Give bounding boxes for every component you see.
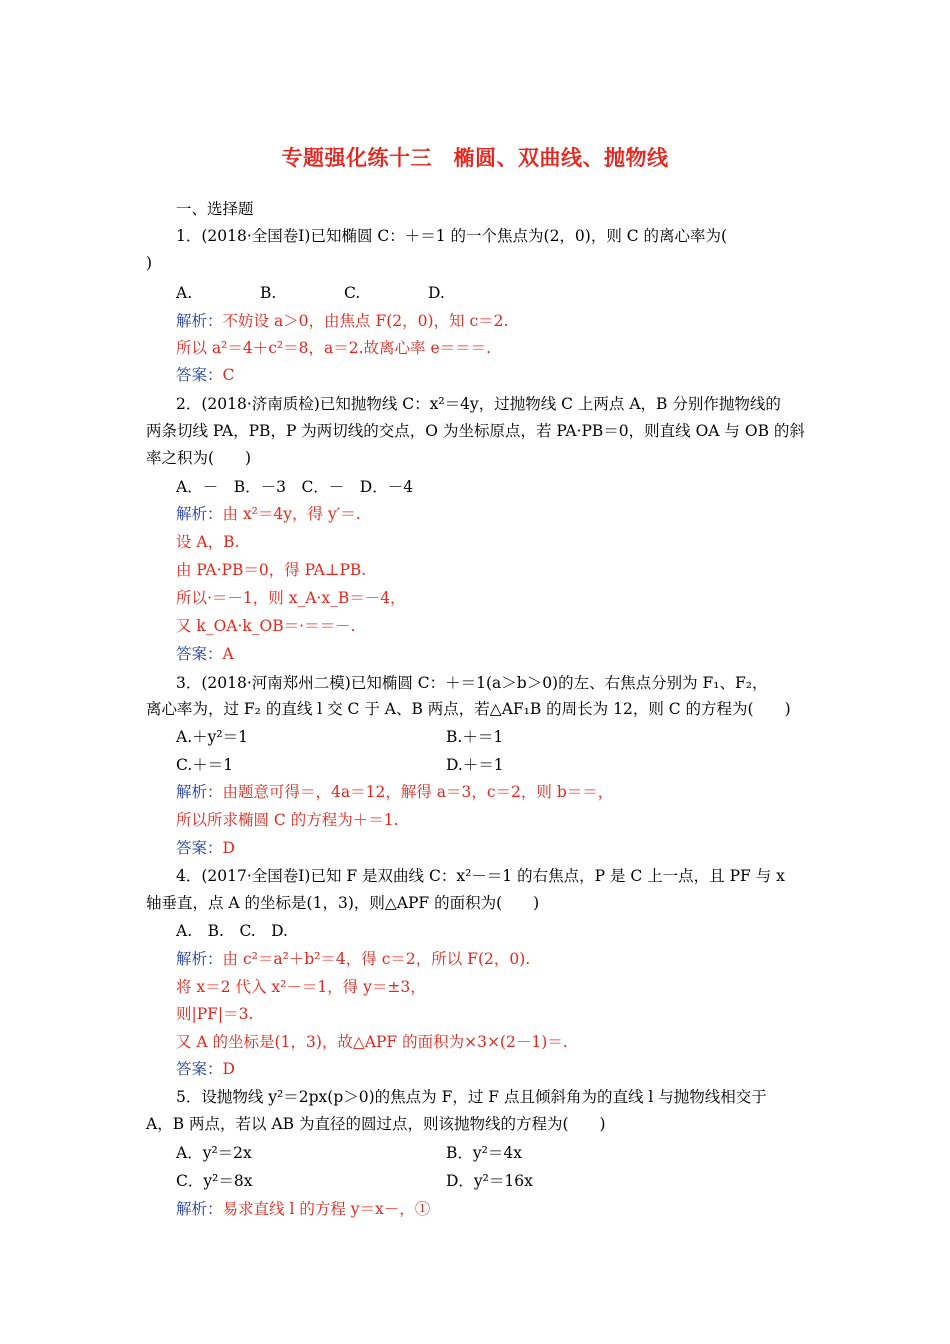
q4-options: A. B. C. D. (176, 922, 288, 940)
q3-solution-text1: 由题意可得＝，4a＝12，解得 a＝3，c＝2，则 b＝＝， (222, 783, 614, 801)
q2-solution-line5: 又 k_OA·k_OB＝·＝＝－. (176, 617, 356, 635)
q5-options-row2 (176, 1171, 846, 1191)
q2-stem-line2: 两条切线 PA，PB，P 为两切线的交点，O 为坐标原点，若 PA·PB＝0，则直线 OA 与 OB 的斜 (146, 422, 805, 440)
q1-answer (176, 365, 846, 385)
q1-solution-line2: 所以 a²＝4＋c²＝8，a＝2.故离心率 e＝＝＝. (176, 339, 492, 357)
q3-solution-line2: 所以所求椭圆 C 的方程为＋＝1. (176, 811, 399, 829)
q1-option-c: C. (344, 284, 361, 302)
q3-option-d: D.＋＝1 (446, 756, 504, 774)
q5-option-a: A．y²＝2x (176, 1144, 252, 1162)
q4-solution-text1: 由 c²＝a²＋b²＝4，得 c＝2，所以 F(2，0). (222, 950, 531, 968)
q3-option-c: C.＋＝1 (176, 756, 234, 774)
q1-solution-text1: 不妨设 a＞0，由焦点 F(2，0)，知 c＝2. (222, 312, 509, 330)
q2-answer-value: A (222, 645, 234, 663)
q2-answer (176, 644, 846, 664)
q5-solution-text1: 易求直线 l 的方程 y＝x－，① (222, 1200, 431, 1218)
q2-stem-line1: 2．(2018·济南质检)已知抛物线 C：x²＝4y，过抛物线 C 上两点 A，B 分别作抛物线的 (176, 395, 781, 413)
q4-solution-line1 (176, 949, 846, 969)
q4-stem-line1: 4．(2017·全国卷Ⅰ)已知 F 是双曲线 C：x²－＝1 的右焦点，P 是 C 上一点，且 PF 与 x (176, 867, 785, 885)
q5-solution-line1 (176, 1199, 846, 1219)
q3-answer (176, 838, 846, 858)
q5-solution-label: 解析： (176, 1200, 223, 1218)
q3-solution-line1 (176, 782, 846, 802)
q4-stem-line2: 轴垂直，点 A 的坐标是(1，3)，则△APF 的面积为( ) (146, 894, 540, 912)
q5-option-d: D．y²＝16x (446, 1172, 533, 1190)
q2-stem-line3: 率之积为( ) (146, 449, 252, 467)
page-title: 专题强化练十三 椭圆、双曲线、抛物线 (281, 146, 669, 170)
q4-solution-line2: 将 x＝2 代入 x²－＝1，得 y＝±3， (176, 978, 426, 996)
q1-option-a: A. (176, 284, 193, 302)
q2-solution-line3: 由 PA·PB＝0，得 PA⊥PB. (176, 561, 367, 579)
q5-option-b: B．y²＝4x (446, 1144, 522, 1162)
q3-option-b: B.＋＝1 (446, 728, 504, 746)
q4-solution-label: 解析： (176, 950, 223, 968)
q1-option-d: D. (428, 284, 445, 302)
q1-stem-line1: 1．(2018·全国卷Ⅰ)已知椭圆 C：＋＝1 的一个焦点为(2，0)，则 C 的离心率为( (176, 227, 728, 245)
section-heading: 一、选择题 (176, 200, 254, 218)
q2-solution-label: 解析： (176, 505, 223, 523)
q2-solution-line1 (176, 504, 846, 524)
q5-stem-line1: 5．设抛物线 y²＝2px(p＞0)的焦点为 F，过 F 点且倾斜角为的直线 l 与抛物线相交于 (176, 1088, 767, 1106)
q1-answer-label: 答案： (176, 366, 223, 384)
q3-stem-line1: 3．(2018·河南郑州二模)已知椭圆 C：＋＝1(a＞b＞0)的左、右焦点分别为 F₁、F₂， (176, 674, 768, 692)
q5-option-c: C．y²＝8x (176, 1172, 253, 1190)
q1-solution-line1 (176, 311, 846, 331)
q3-option-a: A.＋y²＝1 (176, 728, 248, 746)
q2-solution-line4: 所以·＝－1，则 x_A·x_B＝－4， (176, 589, 406, 607)
q3-solution-label: 解析： (176, 783, 223, 801)
q5-options-row1 (176, 1143, 846, 1163)
q2-solution-line2: 设 A，B. (176, 533, 240, 551)
q1-solution-label: 解析： (176, 312, 223, 330)
q4-solution-line4: 又 A 的坐标是(1，3)，故△APF 的面积为×3×(2－1)＝. (176, 1033, 568, 1051)
q3-answer-value: D (222, 839, 235, 857)
q3-options-row2 (176, 755, 846, 775)
q1-options (176, 283, 846, 303)
q2-options: A．－ B．－3 C．－ D．－4 (176, 478, 414, 496)
q4-answer-value: D (222, 1060, 235, 1078)
q1-option-b: B. (260, 284, 277, 302)
q5-stem-line2: A，B 两点，若以 AB 为直径的圆过点，则该抛物线的方程为( ) (146, 1115, 606, 1133)
q4-answer-label: 答案： (176, 1060, 223, 1078)
q3-stem-line2: 离心率为，过 F₂ 的直线 l 交 C 于 A、B 两点，若△AF₁B 的周长为 12，则 C 的方程为( ) (146, 700, 791, 718)
q3-answer-label: 答案： (176, 839, 223, 857)
q4-answer (176, 1059, 846, 1079)
q2-solution-text1: 由 x²＝4y，得 y′＝. (222, 505, 361, 523)
q4-solution-line3: 则|PF|＝3. (176, 1005, 254, 1023)
q3-options-row1 (176, 727, 846, 747)
q1-answer-value: C (222, 366, 235, 384)
q1-stem-line2: ) (146, 254, 153, 272)
q2-answer-label: 答案： (176, 645, 223, 663)
